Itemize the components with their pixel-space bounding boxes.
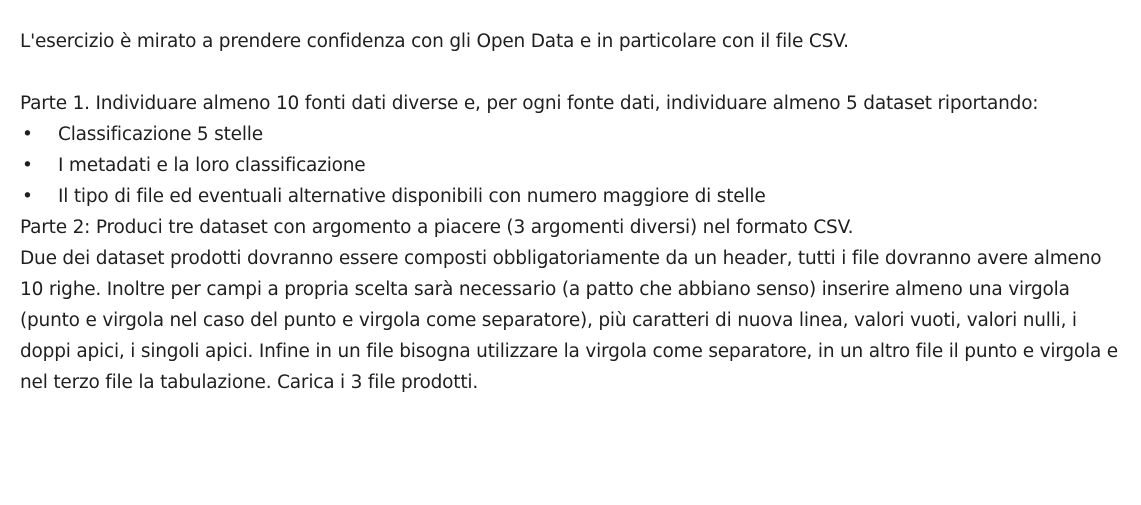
exercise-document bbox=[20, 26, 1130, 398]
list-item-text: Classificazione 5 stelle bbox=[58, 124, 263, 145]
bullet-icon: • bbox=[22, 124, 33, 145]
list-item bbox=[20, 150, 1130, 181]
paragraph-spacer bbox=[20, 57, 1130, 88]
part2-label: Parte 2 bbox=[20, 217, 85, 238]
list-item-text: I metadati e la loro classificazione bbox=[58, 155, 366, 176]
intro-paragraph: L'esercizio è mirato a prendere confidenza con gli Open Data e in particolare con il file CSV. bbox=[20, 31, 849, 52]
bullet-icon: • bbox=[22, 186, 33, 207]
list-item-text: Il tipo di file ed eventuali alternative disponibili con numero maggiore di stelle bbox=[58, 186, 766, 207]
bullet-icon: • bbox=[22, 155, 33, 176]
part1-label: Parte 1 bbox=[20, 93, 85, 114]
part2-text: : Produci tre dataset con argomento a piacere (3 argomenti diversi) nel formato CSV. bbox=[84, 217, 854, 238]
list-item bbox=[20, 181, 1130, 212]
part1-paragraph bbox=[20, 88, 1130, 119]
part2-body-paragraph: Due dei dataset prodotti dovranno essere composti obbligatoriamente da un header, tutti i file dovranno avere almeno 10 righe. Inoltre per campi a propria scelta sarà necessario (a patto che abbiano senso) inserire almeno una virgola (punto e virgola nel caso del punto e virgola come separatore), più caratteri di nuova linea, valori vuoti, valori nulli, i doppi apici, i singoli apici. Infine in un file bisogna utilizzare la virgola come separatore, in un altro file il punto e virgola e nel terzo file la tabulazione. Carica i 3 file prodotti. bbox=[20, 248, 1118, 393]
part1-bullet-list bbox=[20, 119, 1130, 212]
part2-paragraph bbox=[20, 212, 1130, 243]
list-item bbox=[20, 119, 1130, 150]
part1-text: . Individuare almeno 10 fonti dati diverse e, per ogni fonte dati, individuare almeno 5 dataset riportando: bbox=[84, 93, 1039, 114]
